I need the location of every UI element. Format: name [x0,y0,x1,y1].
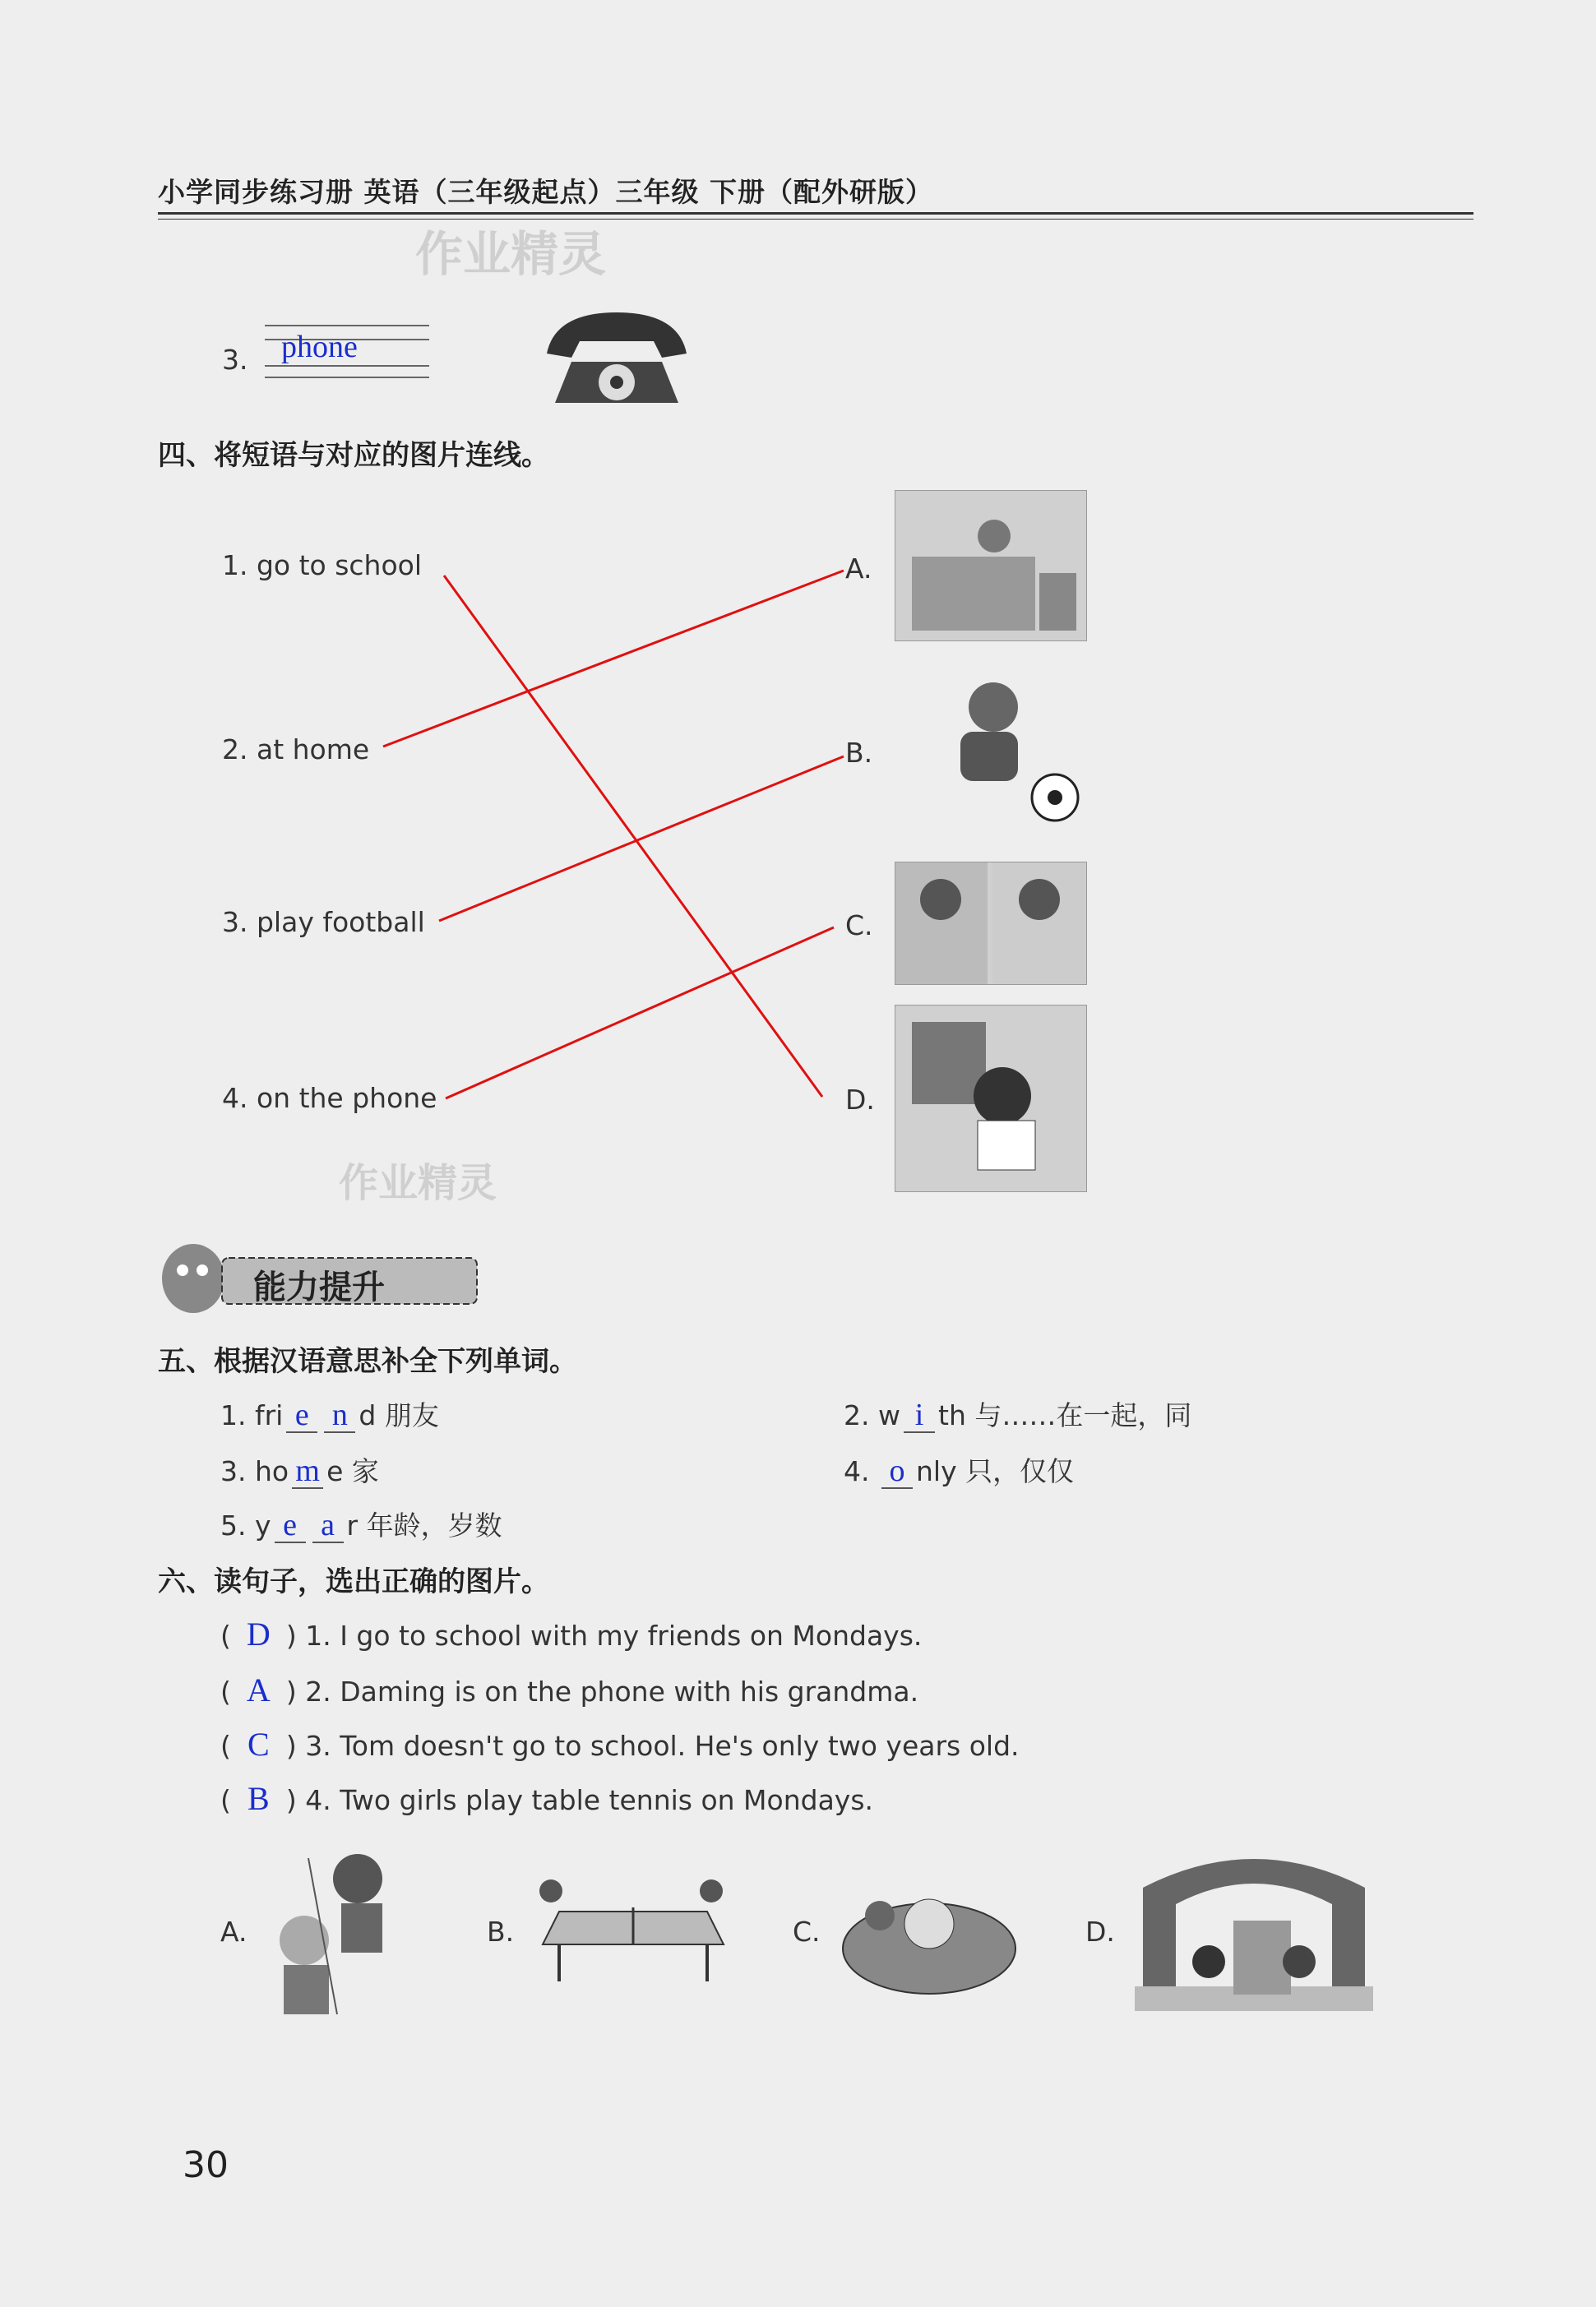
ability-title: 能力提升 [253,1269,385,1306]
word-item-5: 5. y e a r 年龄，岁数 [220,1508,502,1542]
word-item-2: 2. w i th 与……在一起，同 [844,1398,1192,1432]
line-2-a [383,571,844,747]
section-4-title: 四、将短语与对应的图片连线。 [158,439,549,472]
image-phone-boys [267,1842,423,2018]
image-baby [839,1875,1020,1998]
page-header-title: 小学同步练习册 英语（三年级起点）三年级 下册（配外研版） [158,176,933,208]
picture-b-label: B. [487,1916,515,1948]
picture-a-label: A. [220,1916,247,1948]
line-1-d [444,576,822,1097]
sentence-2: ( A ) 2. Daming is on the phone with his grandma. [220,1671,919,1708]
option-a-label: A. [845,552,872,585]
watermark: 作业精灵 [415,226,607,282]
item-number: 3. [222,344,248,376]
option-c-label: C. [845,909,873,941]
phrase-4: 4. on the phone [222,1082,437,1114]
line-3-b [439,756,844,921]
option-d-label: D. [845,1084,875,1116]
phrase-3: 3. play football [222,906,425,938]
section-6-title: 六、读句子，选出正确的图片。 [158,1565,549,1598]
option-b-label: B. [845,737,873,769]
word-item-4: 4. o nly 只，仅仅 [844,1454,1075,1488]
phrase-2: 2. at home [222,733,370,765]
section-5-title: 五、根据汉语意思补全下列单词。 [158,1345,577,1378]
word-item-1: 1. fri e n d 朋友 [220,1398,439,1432]
image-school-gate [1135,1838,1373,2015]
sentence-3: ( C ) 3. Tom doesn't go to school. He's only two years old. [220,1726,1020,1763]
sentence-4: ( B ) 4. Two girls play table tennis on Mondays. [220,1780,874,1817]
page-number: 30 [183,2144,229,2186]
watermark-2: 作业精灵 [339,1160,497,1206]
line-4-c [446,927,834,1098]
answer-phone: phone [281,330,358,364]
picture-d-label: D. [1085,1916,1115,1948]
picture-c-label: C. [793,1916,821,1948]
sentence-1: ( D ) 1. I go to school with my friends on Mondays. [220,1616,923,1653]
word-item-3: 3. ho m e 家 [220,1454,379,1488]
image-table-tennis [534,1875,732,1990]
phrase-1: 1. go to school [222,549,423,581]
